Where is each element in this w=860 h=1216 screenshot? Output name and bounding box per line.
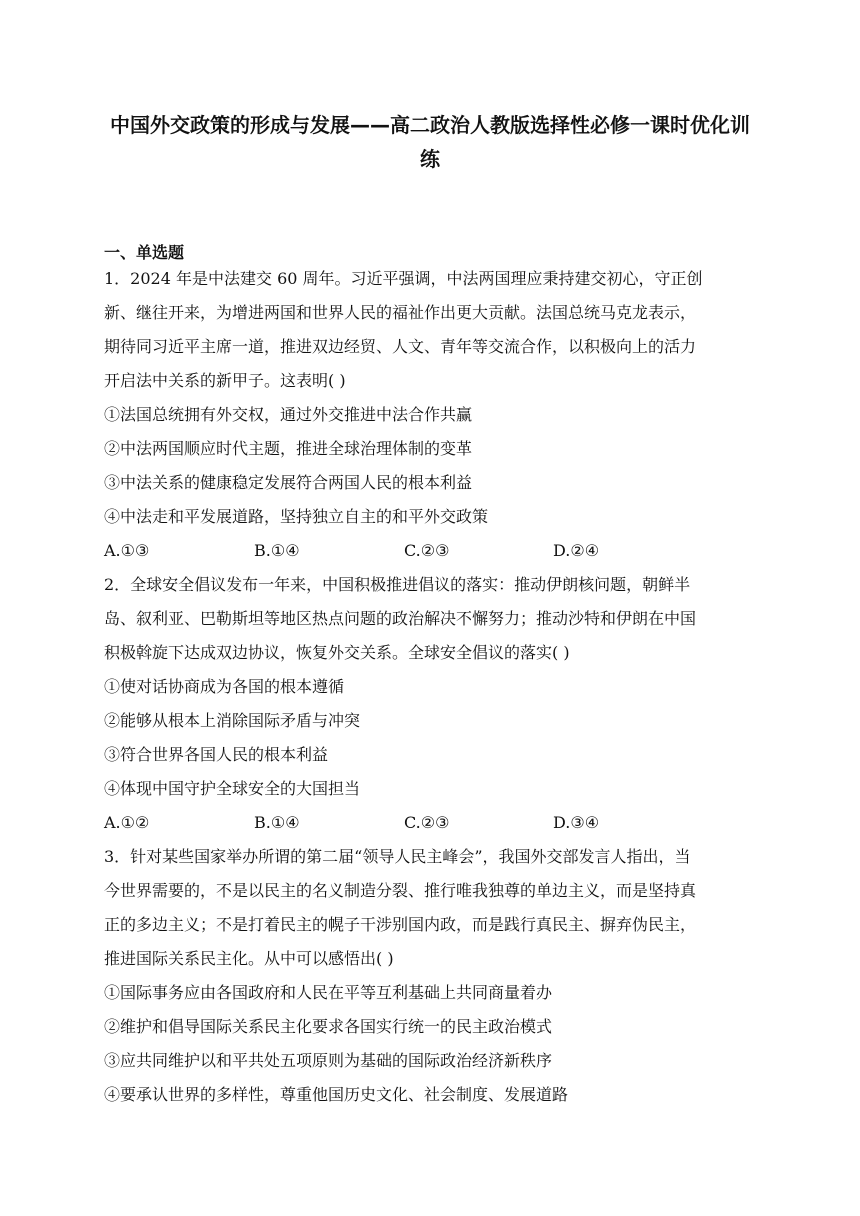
question-2-stem-line: 岛、叙利亚、巴勒斯坦等地区热点问题的政治解决不懈努力；推动沙特和伊朗在中国: [104, 609, 697, 628]
question-1-option-a[interactable]: A.①③: [104, 541, 150, 560]
question-3-stem-line: 推进国际关系民主化。从中可以感悟出( ): [104, 949, 394, 968]
section-heading: 一、单选题: [104, 243, 185, 262]
question-1-option-d[interactable]: D.②④: [553, 541, 600, 560]
question-2-statement: ①使对话协商成为各国的根本遵循: [104, 677, 345, 696]
question-1-option-b[interactable]: B.①④: [254, 541, 300, 560]
question-1-stem-line: 新、继往开来，为增进两国和世界人民的福祉作出更大贡献。法国总统马克龙表示，: [104, 303, 697, 322]
question-2-statement: ②能够从根本上消除国际矛盾与冲突: [104, 711, 361, 730]
question-2-option-b[interactable]: B.①④: [254, 813, 300, 832]
question-3-stem-line: 3．针对某些国家举办所谓的第二届“领导人民主峰会”，我国外交部发言人指出，当: [104, 847, 691, 866]
question-3-statement: ②维护和倡导国际关系民主化要求各国实行统一的民主政治模式: [104, 1017, 553, 1036]
question-1-option-c[interactable]: C.②③: [404, 541, 450, 560]
question-1-stem-line: 开启法中关系的新甲子。这表明( ): [104, 371, 346, 390]
question-1-statement: ①法国总统拥有外交权，通过外交推进中法合作共赢: [104, 405, 473, 424]
question-3-stem-line: 今世界需要的，不是以民主的名义制造分裂、推行唯我独尊的单边主义，而是坚持真: [104, 881, 697, 900]
question-3-statement: ①国际事务应由各国政府和人民在平等互利基础上共同商量着办: [104, 983, 553, 1002]
question-2-option-d[interactable]: D.③④: [553, 813, 600, 832]
question-3-statement: ④要承认世界的多样性，尊重他国历史文化、社会制度、发展道路: [104, 1085, 569, 1104]
question-2-option-a[interactable]: A.①②: [104, 813, 150, 832]
question-2-statement: ④体现中国守护全球安全的大国担当: [104, 779, 361, 798]
question-2-stem-line: 2．全球安全倡议发布一年来，中国积极推进倡议的落实：推动伊朗核问题，朝鲜半: [104, 575, 691, 594]
document-title-line-1: 中国外交政策的形成与发展——高二政治人教版选择性必修一课时优化训: [110, 113, 750, 137]
document-title-line-2: 练: [420, 147, 440, 171]
question-3-stem-line: 正的多边主义；不是打着民主的幌子干涉别国内政，而是践行真民主、摒弃伪民主，: [104, 915, 697, 934]
question-2-option-c[interactable]: C.②③: [404, 813, 450, 832]
question-2-stem-line: 积极斡旋下达成双边协议，恢复外交关系。全球安全倡议的落实( ): [104, 643, 570, 662]
question-1-statement: ②中法两国顺应时代主题，推进全球治理体制的变革: [104, 439, 473, 458]
question-1-stem-line: 1．2024 年是中法建交 60 周年。习近平强调，中法两国理应秉持建交初心，守正创: [104, 269, 703, 288]
question-1-stem-line: 期待同习近平主席一道，推进双边经贸、人文、青年等交流合作，以积极向上的活力: [104, 337, 697, 356]
question-2-statement: ③符合世界各国人民的根本利益: [104, 745, 329, 764]
question-1-statement: ③中法关系的健康稳定发展符合两国人民的根本利益: [104, 473, 473, 492]
question-3-statement: ③应共同维护以和平共处五项原则为基础的国际政治经济新秩序: [104, 1051, 553, 1070]
question-1-statement: ④中法走和平发展道路，坚持独立自主的和平外交政策: [104, 507, 489, 526]
